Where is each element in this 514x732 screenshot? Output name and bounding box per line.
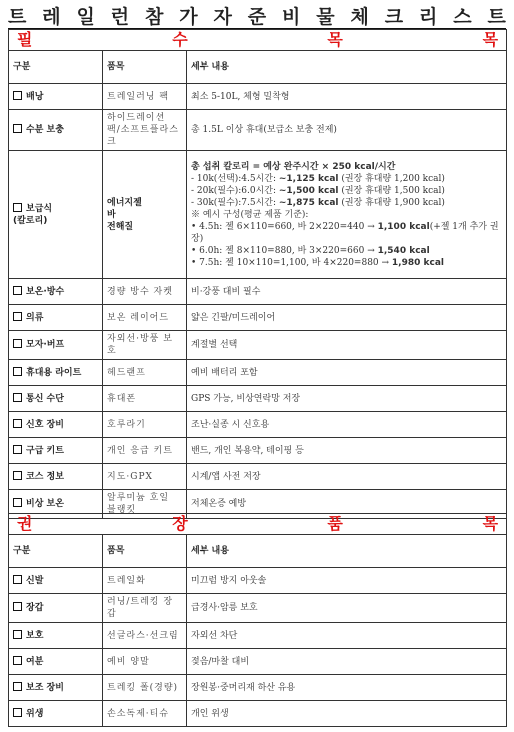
detail-cell: 젖음/마찰 대비 (187, 649, 507, 675)
detail-cell: 예비 배터리 포함 (187, 360, 507, 386)
category-cell[interactable] (9, 701, 103, 727)
detail-cell: 자외선 차단 (187, 623, 507, 649)
category-label: 모자·버프 (26, 340, 65, 350)
detail-cell: 저체온증 예방 (187, 490, 507, 519)
category-cell[interactable] (9, 331, 103, 360)
category-cell[interactable] (9, 305, 103, 331)
detail-cell: 급경사·암릉 보호 (187, 594, 507, 623)
checkbox[interactable] (13, 445, 22, 454)
title-char: 스 (453, 6, 472, 28)
mandatory-table (8, 29, 507, 519)
title-char: 리 (419, 6, 438, 28)
title-char: 참 (145, 6, 164, 28)
item-cell: 휴대폰 (103, 386, 187, 412)
calorie-line (191, 257, 502, 269)
detail-cell: 조난·실종 시 신호용 (187, 412, 507, 438)
table-row (9, 464, 507, 490)
checkbox[interactable] (13, 339, 22, 348)
recommended-table (8, 513, 507, 727)
checkbox[interactable] (13, 367, 22, 376)
table-row (9, 110, 507, 151)
category-label: 보온·방수 (26, 286, 65, 297)
item-cell: 개인 응급 키트 (103, 438, 187, 464)
checkbox[interactable] (13, 575, 22, 584)
item-cell: 예비 양말 (103, 649, 187, 675)
detail-cell: 밴드, 개인 복용약, 테이핑 등 (187, 438, 507, 464)
category-cell[interactable] (9, 412, 103, 438)
calorie-value: 1,100 kcal (377, 221, 430, 232)
title-char: 자 (213, 6, 232, 28)
item-header: 품목 (103, 535, 187, 568)
item-cell: 알루미늄 호일 블랭킷 (103, 490, 187, 519)
checkbox[interactable] (13, 203, 22, 212)
calorie-line-text: • 4.5h: 젤 6×110=660, 바 2×220=440 → (191, 221, 378, 232)
checkbox[interactable] (13, 498, 22, 507)
table-row (9, 305, 507, 331)
category-cell[interactable] (9, 568, 103, 594)
detail-header: 세부 내용 (187, 535, 507, 568)
category-cell[interactable] (9, 84, 103, 110)
item-cell: 손소독제·티슈 (103, 701, 187, 727)
table-row (9, 649, 507, 675)
detail-cell: 계절별 선택 (187, 331, 507, 360)
section-title (17, 30, 499, 49)
category-cell[interactable] (9, 623, 103, 649)
detail-cell: 최소 5-10L, 체형 밀착형 (187, 84, 507, 110)
calorie-line (191, 245, 502, 257)
category-cell[interactable] (9, 110, 103, 151)
calorie-note: (권장 휴대량 1,200 kcal) (338, 173, 445, 184)
table-row (9, 701, 507, 727)
section-title-char: 품 (327, 514, 343, 533)
calorie-line-text: ※ 예시 구성(평균 제품 기준): (191, 209, 309, 220)
detail-cell: 장원봉·중머리재 하산 유용 (187, 675, 507, 701)
section-title-char: 수 (172, 30, 188, 49)
table-row (9, 84, 507, 110)
item-cell: 하이드레이션 팩/소프트플라스크 (103, 110, 187, 151)
section-title-char: 목 (482, 30, 499, 49)
category-label: 코스 정보 (26, 471, 64, 482)
checkbox[interactable] (13, 419, 22, 428)
calorie-value: ~1,125 kcal (278, 173, 339, 184)
category-label: 보조 장비 (26, 682, 64, 693)
item-cell: 호루라기 (103, 412, 187, 438)
calorie-formula: 총 섭취 칼로리 = 예상 완주시간 × 250 kcal/시간 (191, 161, 396, 172)
item-cell: 선글라스·선크림 (103, 623, 187, 649)
checkbox[interactable] (13, 91, 22, 100)
checkbox[interactable] (13, 471, 22, 480)
item-cell: 보온 레이어드 (103, 305, 187, 331)
item-cell: 트레킹 폴(경량) (103, 675, 187, 701)
calorie-line-text: • 7.5h: 젤 10×110=1,100, 바 4×220=880 → (191, 257, 392, 268)
table-row (9, 412, 507, 438)
title-char: 체 (350, 6, 369, 28)
calorie-line-text: - 20k(필수):6.0시간: (191, 185, 279, 196)
title-char: 트 (8, 6, 27, 28)
title-char: 레 (42, 6, 61, 28)
category-label: 수분 보충 (26, 125, 64, 135)
title-char: 비 (282, 6, 301, 28)
document-title (8, 2, 506, 30)
category-cell[interactable] (9, 464, 103, 490)
category-cell[interactable] (9, 594, 103, 623)
detail-cell: 시계/앱 사전 저장 (187, 464, 507, 490)
section-title-char: 필 (17, 30, 33, 49)
title-char: 가 (179, 6, 198, 28)
category-cell[interactable] (9, 438, 103, 464)
table-row (9, 360, 507, 386)
category-label: 신발 (26, 575, 44, 586)
table-row (9, 438, 507, 464)
item-cell: 경량 방수 자켓 (103, 279, 187, 305)
calorie-value: 1,980 kcal (391, 257, 445, 268)
calorie-note: (권장 휴대량 1,900 kcal) (338, 197, 445, 208)
section-title-char: 목 (327, 30, 343, 49)
detail-header: 세부 내용 (187, 51, 507, 84)
category-cell[interactable] (9, 649, 103, 675)
category-cell[interactable] (9, 675, 103, 701)
category-label: 신호 장비 (26, 419, 64, 430)
item-header: 품목 (103, 51, 187, 84)
checkbox[interactable] (13, 708, 22, 717)
calorie-value: ~1,500 kcal (278, 185, 339, 196)
calorie-line (191, 185, 502, 197)
calorie-line (191, 197, 502, 209)
calorie-value: ~1,875 kcal (278, 197, 339, 208)
category-label: 비상 보온 (26, 499, 64, 509)
detail-cell: 미끄럼 방지 아웃솔 (187, 568, 507, 594)
item-cell: 자외선·방풍 보호 (103, 331, 187, 360)
title-char: 물 (316, 6, 335, 28)
checkbox[interactable] (13, 602, 22, 611)
category-cell[interactable] (9, 151, 103, 279)
table-row (9, 568, 507, 594)
item-cell: 트레일화 (103, 568, 187, 594)
calorie-line (191, 209, 502, 221)
calorie-line-text: - 30k(필수):7.5시간: (191, 197, 279, 208)
table-row (9, 386, 507, 412)
title-char: 준 (247, 6, 267, 28)
calorie-note: (+젤 1개 추가 권장) (191, 221, 499, 244)
detail-cell: 얇은 긴팔/미드레이어 (187, 305, 507, 331)
detail-cell: GPS 가능, 비상연락망 저장 (187, 386, 507, 412)
section-header (9, 30, 507, 51)
category-label: 보급식 (칼로리) (13, 203, 53, 226)
category-label: 의류 (26, 312, 44, 323)
table-row (9, 623, 507, 649)
category-cell[interactable] (9, 360, 103, 386)
item-cell: 트레일러닝 팩 (103, 84, 187, 110)
title-char: 트 (487, 6, 506, 28)
title-char: 런 (110, 6, 130, 28)
category-label: 배낭 (26, 91, 44, 102)
category-label: 통신 수단 (26, 393, 64, 404)
detail-cell: 비·강풍 대비 필수 (187, 279, 507, 305)
calorie-line (191, 221, 502, 245)
column-header-row (9, 51, 507, 84)
column-header-row (9, 535, 507, 568)
calorie-note: (권장 휴대량 1,500 kcal) (338, 185, 445, 196)
table-row (9, 151, 507, 279)
item-cell: 지도·GPX (103, 464, 187, 490)
category-label: 위생 (26, 708, 44, 719)
section-title-char: 목 (482, 514, 499, 533)
table-row (9, 594, 507, 623)
checkbox[interactable] (13, 286, 22, 295)
checkbox[interactable] (13, 124, 22, 133)
calorie-value: 1,540 kcal (377, 245, 430, 256)
table-row (9, 331, 507, 360)
calorie-line-text: - 10k(선택):4.5시간: (191, 173, 279, 184)
section-title-char: 장 (172, 514, 188, 533)
detail-cell: 총 1.5L 이상 휴대(보급소 보충 전제) (187, 110, 507, 151)
checkbox[interactable] (13, 682, 22, 691)
item-cell: 러닝/트레킹 장갑 (103, 594, 187, 623)
section-title-char: 권 (17, 514, 33, 533)
category-header: 구분 (9, 535, 103, 568)
detail-cell: 개인 위생 (187, 701, 507, 727)
section-header (9, 514, 507, 535)
title-char: 일 (76, 6, 95, 28)
item-cell: 헤드랜프 (103, 360, 187, 386)
category-label: 여분 (26, 656, 44, 667)
calorie-line (191, 173, 502, 185)
calorie-line-text: • 6.0h: 젤 8×110=880, 바 3×220=660 → (191, 245, 378, 256)
category-label: 장갑 (26, 603, 44, 613)
checkbox[interactable] (13, 393, 22, 402)
item-cell: 에너지젤 바 전해질 (103, 151, 187, 279)
category-label: 휴대용 라이트 (26, 367, 82, 378)
checkbox[interactable] (13, 630, 22, 639)
title-char: 크 (384, 6, 404, 28)
category-header: 구분 (9, 51, 103, 84)
section-title (17, 514, 499, 533)
category-label: 보호 (26, 630, 44, 641)
checkbox[interactable] (13, 656, 22, 665)
detail-cell (187, 151, 507, 279)
category-cell[interactable] (9, 386, 103, 412)
table-row (9, 675, 507, 701)
category-label: 구급 키트 (26, 445, 64, 456)
category-cell[interactable] (9, 279, 103, 305)
checkbox[interactable] (13, 312, 22, 321)
table-row (9, 279, 507, 305)
